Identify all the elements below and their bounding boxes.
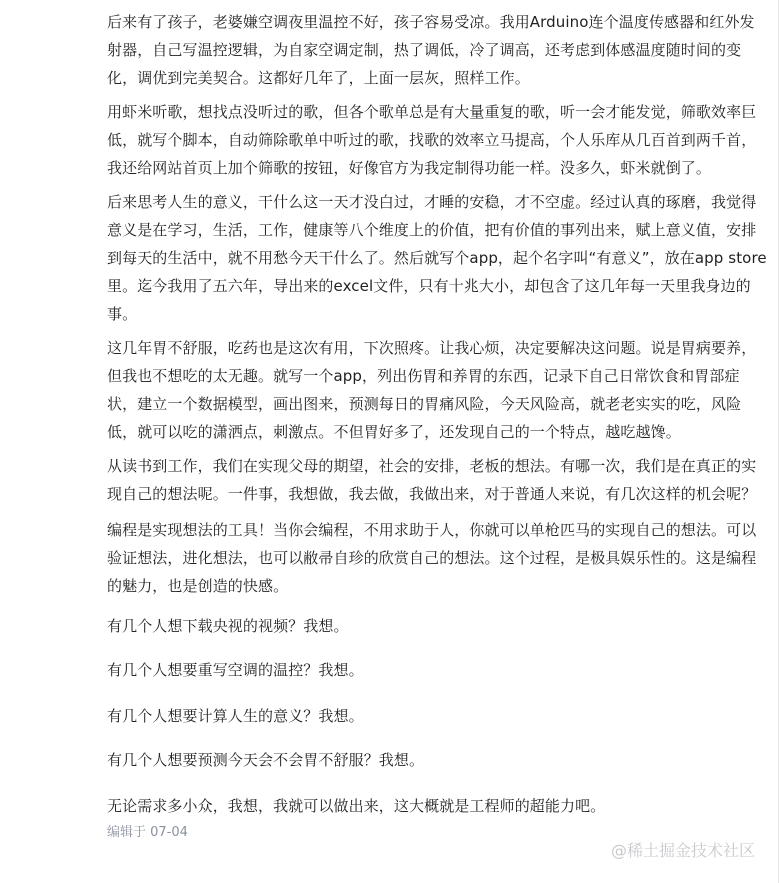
paragraph-question-meaning: 有几个人想要计算人生的意义？我想。 [107,707,364,725]
paragraph-aircon: 后来有了孩子，老婆嫌空调夜里温控不好，孩子容易受凉。我用Arduino连个温度传感器和红外发射器，自己写温控逻辑，为自家空调定制，热了调低，冷了调高，还考虑到体感温度随时间的变化，调优到完美契合。这都好几年了，上面一层灰，照样工作。 [107,13,755,87]
paragraph-question-cctv: 有几个人想下载央视的视频？我想。 [107,617,349,635]
paragraph-programming: 编程是实现想法的工具！当你会编程，不用求助于人，你就可以单枪匹马的实现自己的想法。可以验证想法，进化想法，也可以敝帚自珍的欣赏自己的想法。这个过程，是极具娱乐性的。这是编程的魅力，也是创造的快感。 [107,521,757,595]
paragraph-conclusion: 无论需求多小众，我想，我就可以做出来，这大概就是工程师的超能力吧。 [107,797,606,815]
paragraph-question-aircon: 有几个人想要重写空调的温控？我想。 [107,661,364,679]
paragraph-xiami: 用虾米听歌，想找点没听过的歌，但各个歌单总是有大量重复的歌，听一会才能发觉，筛歌效率巨低，就写个脚本，自动筛除歌单中听过的歌，找歌的效率立马提高，个人乐库从几百首到两千首，我还给网站首页上加个筛歌的按钮，好像官方为我定制得功能一样。没多久，虾米就倒了。 [107,103,757,177]
paragraph-meaning-app: 后来思考人生的意义，干什么这一天才没白过，才睡的安稳，才不空虚。经过认真的琢磨，我觉得意义是在学习，生活，工作，健康等八个维度上的价值，把有价值的事列出来，赋上意义值，安排到每天的生活中，就不用愁今天干什么了。然后就写个app，起个名字叫“有意义”，放在app store里。迄今我用了五六年，导出来的excel文件，只有十兆大小，却包含了这几年每一天里我身边的事。 [107,193,767,323]
paragraph-stomach-app: 这几年胃不舒服，吃药也是这次有用，下次照疼。让我心烦，决定要解决这问题。说是胃病要养，但我也不想吃的太无趣。就写一个app，列出伤胃和养胃的东西，记录下自己日常饮食和胃部症状，建立一个数据模型，画出图来，预测每日的胃痛风险，今天风险高，就老老实实的吃，风险低，就可以吃的潇洒点，刺激点。不但胃好多了，还发现自己的一个特点，越吃越馋。 [107,339,757,441]
paragraph-own-ideas: 从读书到工作，我们在实现父母的期望，社会的安排，老板的想法。有哪一次，我们是在真正的实现自己的想法呢。一件事，我想做，我去做，我做出来，对于普通人来说，有几次这样的机会呢？ [107,457,757,503]
paragraph-question-stomach: 有几个人想要预测今天会不会胃不舒服？我想。 [107,751,425,769]
site-watermark: @稀土掘金技术社区 [610,841,755,860]
edit-timestamp: 编辑于 07-04 [107,825,188,840]
